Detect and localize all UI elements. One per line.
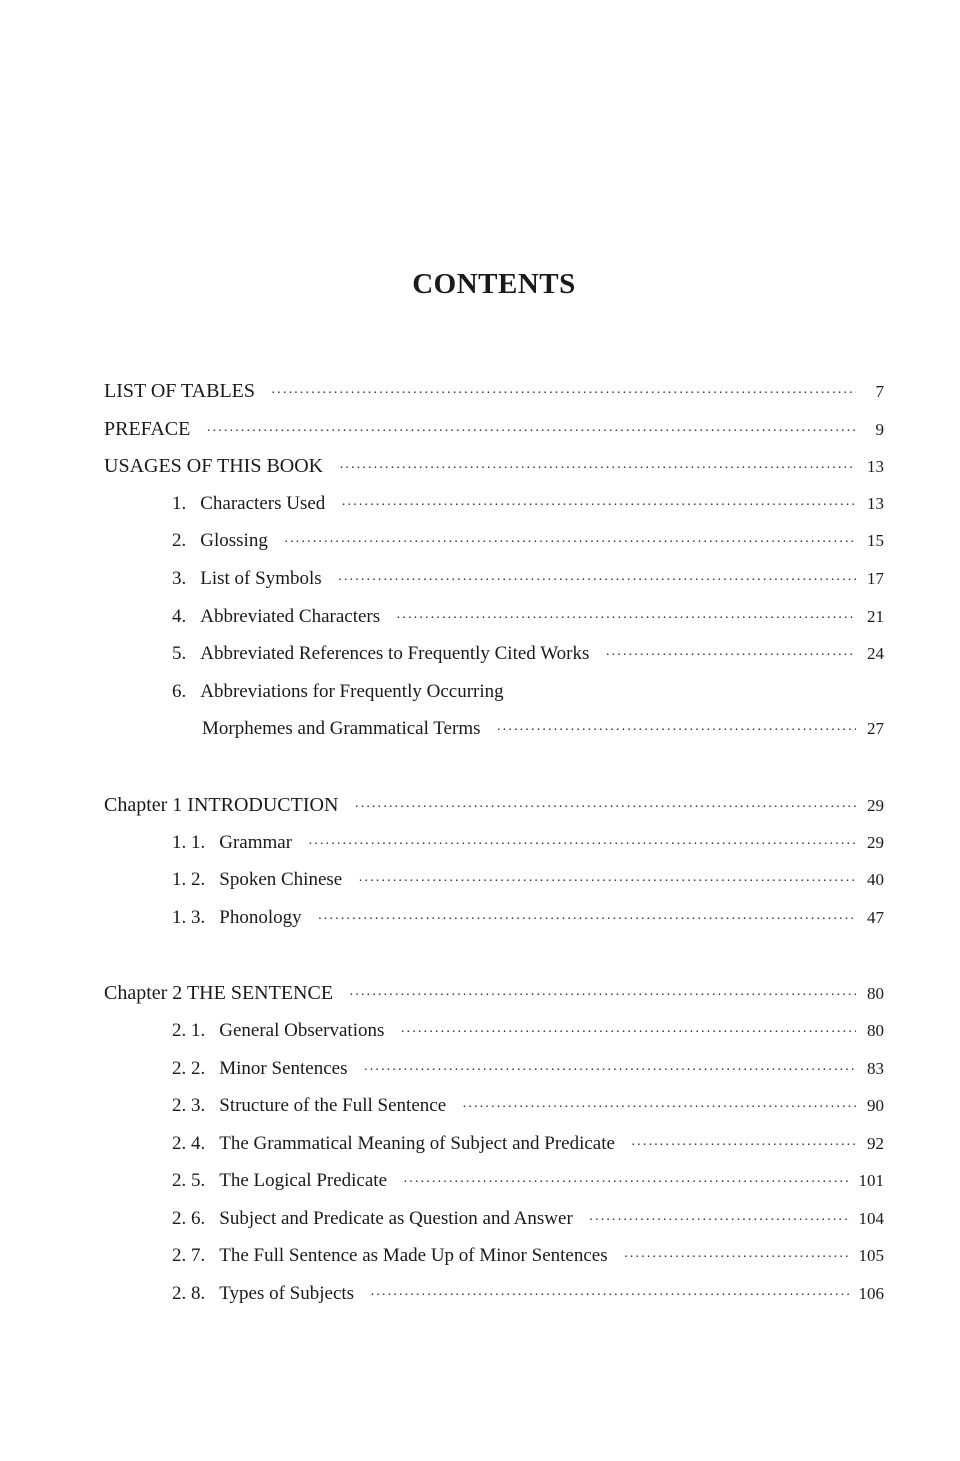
toc-entry-page: 7 (875, 382, 884, 401)
toc-entry-label: PREFACE (104, 417, 191, 440)
dot-leader (354, 801, 856, 815)
toc-entry-label: The Grammatical Meaning of Subject and Predicate (219, 1132, 615, 1154)
toc-entry-label: Characters Used (200, 492, 326, 514)
toc-entry-section-2-1[interactable] (104, 1020, 884, 1058)
toc-entry-section-2-8[interactable] (104, 1283, 884, 1321)
toc-entry-page: 92 (867, 1133, 884, 1153)
toc-entry-label: Abbreviated Characters (200, 605, 381, 627)
dot-leader (339, 462, 856, 476)
dot-leader (403, 1176, 850, 1190)
toc-entry-number: 5. (172, 643, 187, 665)
toc-entry-page: 24 (867, 644, 884, 664)
toc-entry-label: The Logical Predicate (219, 1170, 388, 1192)
toc-entry-number: 2. 1. (172, 1019, 206, 1041)
toc-entry-label: Abbreviations for Frequently Occurring (200, 680, 504, 702)
dot-leader (206, 425, 856, 439)
toc-entry-section-2-3[interactable] (104, 1095, 884, 1133)
toc-entry-number: 2. 8. (172, 1283, 206, 1305)
toc-entry-page: 17 (867, 568, 884, 588)
toc-entry-number: 1. 2. (172, 869, 206, 891)
toc-entry-page: 13 (867, 493, 884, 513)
dot-leader (631, 1139, 856, 1153)
toc-entry-label: Chapter 1 INTRODUCTION (104, 793, 339, 816)
toc-entry-page: 80 (867, 1020, 884, 1040)
dot-leader (370, 1289, 850, 1303)
toc-entry-chapter-1[interactable] (104, 794, 884, 832)
toc-entry-number: 4. (172, 605, 187, 627)
toc-entry-number: 2. 4. (172, 1132, 206, 1154)
toc-entry-label: The Full Sentence as Made Up of Minor Sentences (219, 1245, 608, 1267)
toc-entry-usage-4[interactable] (104, 606, 884, 644)
toc-entry-section-1-2[interactable] (104, 869, 884, 907)
toc-entry-label: Abbreviated References to Frequently Cited Works (200, 643, 590, 665)
toc-entry-number: 1. 1. (172, 831, 206, 853)
toc-entry-preface[interactable] (104, 418, 884, 456)
toc-entry-label: Glossing (200, 530, 268, 552)
toc-entry-label: USAGES OF THIS BOOK (104, 455, 324, 478)
toc-entry-page: 9 (875, 419, 884, 439)
dot-leader (358, 875, 856, 889)
dot-leader (497, 724, 857, 738)
toc-entry-page: 101 (858, 1171, 884, 1191)
toc-entry-label: LIST OF TABLES (104, 380, 256, 402)
toc-entry-usage-5[interactable] (104, 643, 884, 681)
dot-leader (308, 838, 856, 852)
toc-entry-label: Chapter 2 THE SENTENCE (104, 982, 334, 1005)
toc-entry-usage-3[interactable] (104, 568, 884, 606)
toc-entry-page: 90 (867, 1096, 884, 1116)
toc-entry-section-2-5[interactable] (104, 1170, 884, 1208)
toc-entry-page: 27 (867, 719, 884, 739)
dot-leader (605, 649, 856, 663)
toc-entry-page: 83 (867, 1058, 884, 1078)
dot-leader (589, 1214, 851, 1228)
toc-entry-number: 2. 3. (172, 1095, 206, 1117)
dot-leader (624, 1251, 851, 1265)
toc-entry-label: General Observations (219, 1019, 385, 1041)
toc-entry-usage-6[interactable] (104, 681, 884, 719)
toc-entry-number: 2. 6. (172, 1207, 206, 1229)
dot-leader (338, 574, 856, 588)
toc-entry-number: 2. 5. (172, 1170, 206, 1192)
toc-entry-page: 47 (867, 907, 884, 927)
toc-entry-label: Structure of the Full Sentence (219, 1095, 447, 1117)
toc-entry-section-2-2[interactable] (104, 1058, 884, 1096)
toc-entry-chapter-2[interactable] (104, 982, 884, 1020)
dot-leader (284, 536, 856, 550)
toc-entry-page: 21 (867, 606, 884, 626)
toc-entry-usage-6-continued[interactable] (104, 718, 884, 756)
toc-entry-label: Subject and Predicate as Question and Answer (219, 1207, 573, 1229)
toc-entry-number: 2. 7. (172, 1245, 206, 1267)
toc-entry-page: 15 (867, 531, 884, 551)
toc-entry-page: 105 (858, 1246, 884, 1266)
toc-entry-section-2-4[interactable] (104, 1133, 884, 1171)
page-title: CONTENTS (412, 268, 576, 300)
toc-entry-section-1-1[interactable] (104, 832, 884, 870)
toc-entry-number: 1. (172, 492, 187, 514)
toc-entry-list-of-tables[interactable] (104, 380, 884, 418)
toc-entry-page: 29 (867, 832, 884, 852)
dot-leader (400, 1026, 856, 1040)
toc-entry-page: 40 (867, 870, 884, 890)
toc-entry-label: Grammar (219, 831, 293, 853)
toc-entry-usage-1[interactable] (104, 493, 884, 531)
toc-entry-number: 1. 3. (172, 906, 206, 928)
toc-entry-label: Morphemes and Grammatical Terms (202, 718, 481, 740)
toc-entry-label: List of Symbols (200, 567, 322, 589)
toc-entry-page: 13 (867, 457, 884, 477)
toc-entry-section-2-6[interactable] (104, 1208, 884, 1246)
toc-entry-section-1-3[interactable] (104, 907, 884, 945)
table-of-contents (104, 380, 884, 1321)
toc-entry-page: 29 (867, 795, 884, 815)
toc-entry-usages[interactable] (104, 455, 884, 493)
toc-entry-number: 6. (172, 680, 187, 702)
toc-entry-page: 106 (858, 1284, 884, 1304)
dot-leader (462, 1101, 856, 1115)
toc-entry-number: 2. 2. (172, 1057, 206, 1079)
dot-leader (349, 989, 856, 1003)
dot-leader (341, 499, 856, 513)
toc-entry-label: Phonology (219, 906, 302, 928)
dot-leader (396, 612, 856, 626)
dot-leader (271, 387, 856, 401)
toc-entry-label: Spoken Chinese (219, 869, 343, 891)
toc-entry-usage-2[interactable] (104, 530, 884, 568)
toc-entry-number: 3. (172, 567, 187, 589)
toc-entry-number: 2. (172, 530, 187, 552)
toc-entry-section-2-7[interactable] (104, 1245, 884, 1283)
dot-leader (318, 913, 856, 927)
toc-entry-label: Types of Subjects (219, 1283, 355, 1305)
toc-entry-label: Minor Sentences (219, 1057, 348, 1079)
toc-entry-page: 80 (867, 984, 884, 1004)
dot-leader (363, 1064, 856, 1078)
toc-entry-page: 104 (858, 1208, 884, 1228)
